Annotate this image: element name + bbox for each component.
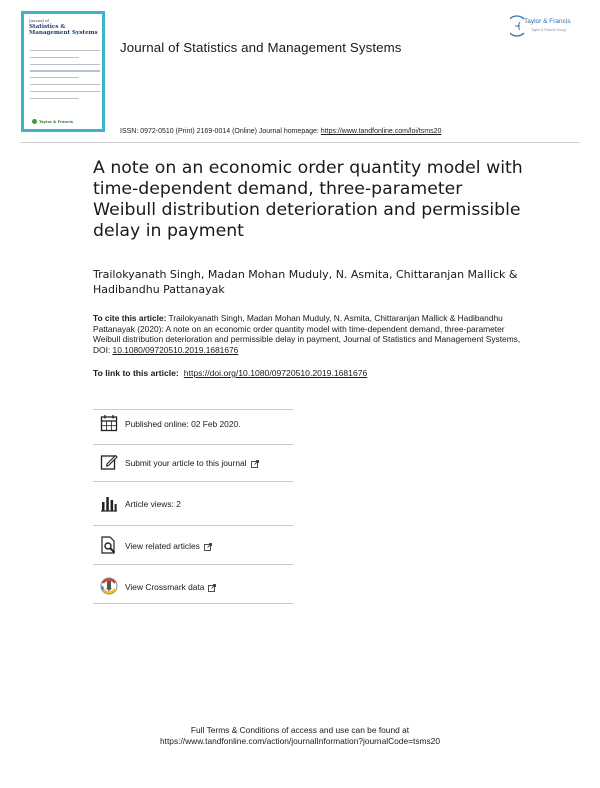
publisher-name: Taylor & Francis [524, 18, 571, 25]
divider [93, 444, 293, 445]
cover-title [29, 18, 99, 37]
divider [93, 481, 293, 482]
footer-line1: Full Terms & Conditions of access and use can be found at [190, 725, 410, 735]
submit-article-label: Submit your article to this journal [125, 458, 259, 468]
published-online-label: Published online: 02 Feb 2020. [125, 419, 241, 429]
article-views [100, 494, 340, 516]
cover-contents-lines [30, 50, 100, 104]
article-title: A note on an economic order quantity model with time-dependent demand, three-parameter Weibull distribution deterioration and permissible delay in payment [93, 158, 523, 241]
external-link-icon [208, 584, 216, 592]
cover-journal-line1: Statistics & [29, 24, 66, 31]
divider [93, 409, 293, 410]
edit-icon [100, 453, 118, 471]
citation-block [93, 313, 523, 356]
journal-cover-thumbnail [21, 11, 105, 132]
cover-publisher-logo: Taylor & Francis [32, 119, 73, 125]
divider [93, 603, 293, 604]
citation-text: Trailokyanath Singh, Madan Mohan Muduly, N. Asmita, Chittaranjan Mallick & Hadibandhu Pattanayak (2020): A note on an economic order quantity model with time-dependent demand, three-parameter Weibull distribution deterioration and permissible delay in payment, Journal of Statistics and Management Systems, DOI: [93, 313, 521, 356]
link-label: To link to this article: [93, 368, 179, 378]
calendar-icon [100, 414, 118, 432]
header-divider [20, 142, 580, 143]
view-related-articles-label: View related articles [125, 541, 212, 551]
bar-chart-icon [100, 494, 118, 512]
journal-name: Journal of Statistics and Management Systems [120, 40, 402, 55]
journal-homepage-link[interactable]: https://www.tandfonline.com/loi/tsms20 [320, 128, 442, 135]
cover-journal-small: Journal of [29, 18, 49, 23]
external-link-icon [204, 543, 212, 551]
article-doi-url[interactable]: https://doi.org/10.1080/09720510.2019.1681676 [183, 368, 368, 378]
document-search-icon [100, 536, 118, 554]
divider [93, 564, 293, 565]
article-views-label: Article views: 2 [125, 499, 181, 509]
doi-link[interactable]: 10.1080/09720510.2019.1681676 [112, 345, 239, 356]
view-crossmark-button[interactable] [100, 577, 340, 599]
cover-journal-line2: Management Systems [29, 30, 98, 37]
article-authors: Trailokyanath Singh, Madan Mohan Muduly, N. Asmita, Chittaranjan Mallick & Hadibandhu Pattanayak [93, 268, 518, 296]
view-crossmark-label: View Crossmark data [125, 582, 216, 592]
footer [0, 725, 600, 747]
divider [93, 525, 293, 526]
external-link-icon [251, 460, 259, 468]
publisher-logo [510, 15, 574, 37]
view-related-articles-button[interactable] [100, 536, 340, 558]
citation-label: To cite this article: [93, 313, 167, 323]
footer-terms-link[interactable]: https://www.tandfonline.com/action/journalInformation?journalCode=tsms20 [159, 736, 441, 746]
published-online [100, 414, 340, 436]
publisher-subtitle: Taylor & Francis Group [531, 28, 566, 32]
submit-article-button[interactable] [100, 453, 340, 475]
issn-text: ISSN: 0972-0510 (Print) 2169-0014 (Online) Journal homepage: [120, 128, 321, 135]
article-link-row [93, 368, 523, 378]
issn-line [120, 128, 441, 135]
crossmark-icon [100, 577, 118, 595]
